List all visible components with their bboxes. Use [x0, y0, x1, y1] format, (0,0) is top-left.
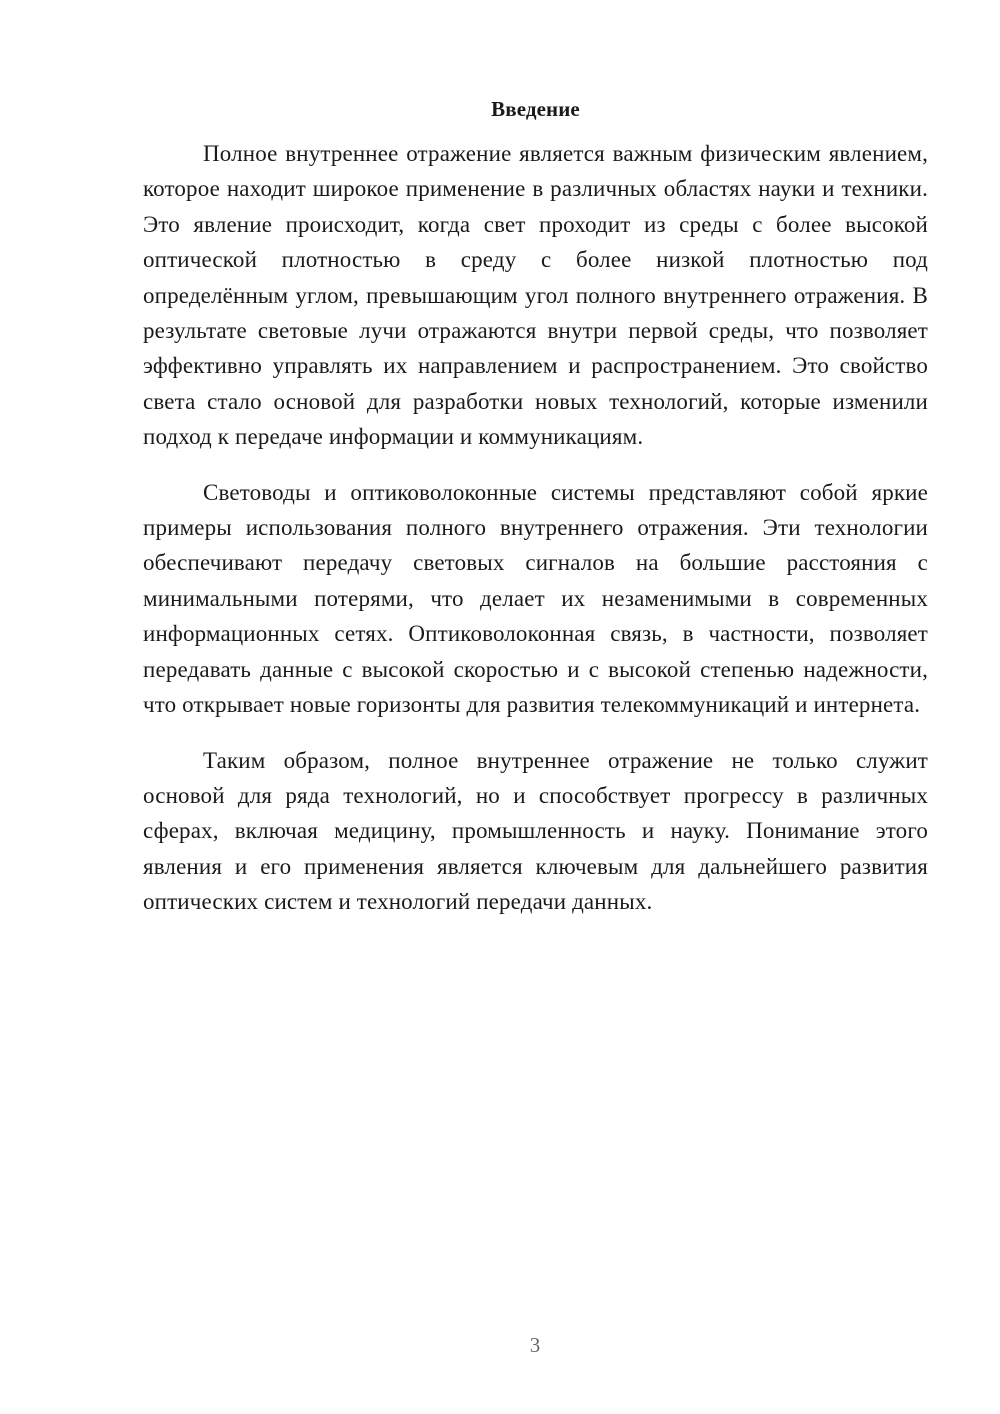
paragraph-2: Световоды и оптиковолоконные системы представляют собой яркие примеры использования полного внутреннего отражения. Эти технологии обеспечивают передачу световых сигналов на большие расстояния с минимальными потерями, что делает их незаменимыми в современных информационных сетях. Оптиковолоконная связь, в частности, позволяет передавать данные с высокой скоростью и с высокой степенью надежности, что открывает новые горизонты для развития телекоммуникаций и интернета.: [143, 479, 928, 718]
page-content: [143, 94, 928, 940]
section-heading: Введение: [491, 97, 580, 121]
paragraph-3: Таким образом, полное внутреннее отражение не только служит основой для ряда технологий, но и способствует прогрессу в различных сферах, включая медицину, промышленность и науку. Понимание этого явления и его применения является ключевым для дальнейшего развития оптических систем и технологий передачи данных.: [143, 747, 928, 915]
paragraph-1: Полное внутреннее отражение является важным физическим явлением, которое находит широкое применение в различных областях науки и техники. Это явление происходит, когда свет проходит из среды с более высокой оптической плотностью в среду с более низкой плотностью под определённым углом, превышающим угол полного внутреннего отражения. В результате световые лучи отражаются внутри первой среды, что позволяет эффективно управлять их направлением и распространением. Это свойство света стало основой для разработки новых технологий, которые изменили подход к передаче информации и коммуникациям.: [143, 141, 928, 450]
page-number: 3: [529, 1333, 541, 1357]
